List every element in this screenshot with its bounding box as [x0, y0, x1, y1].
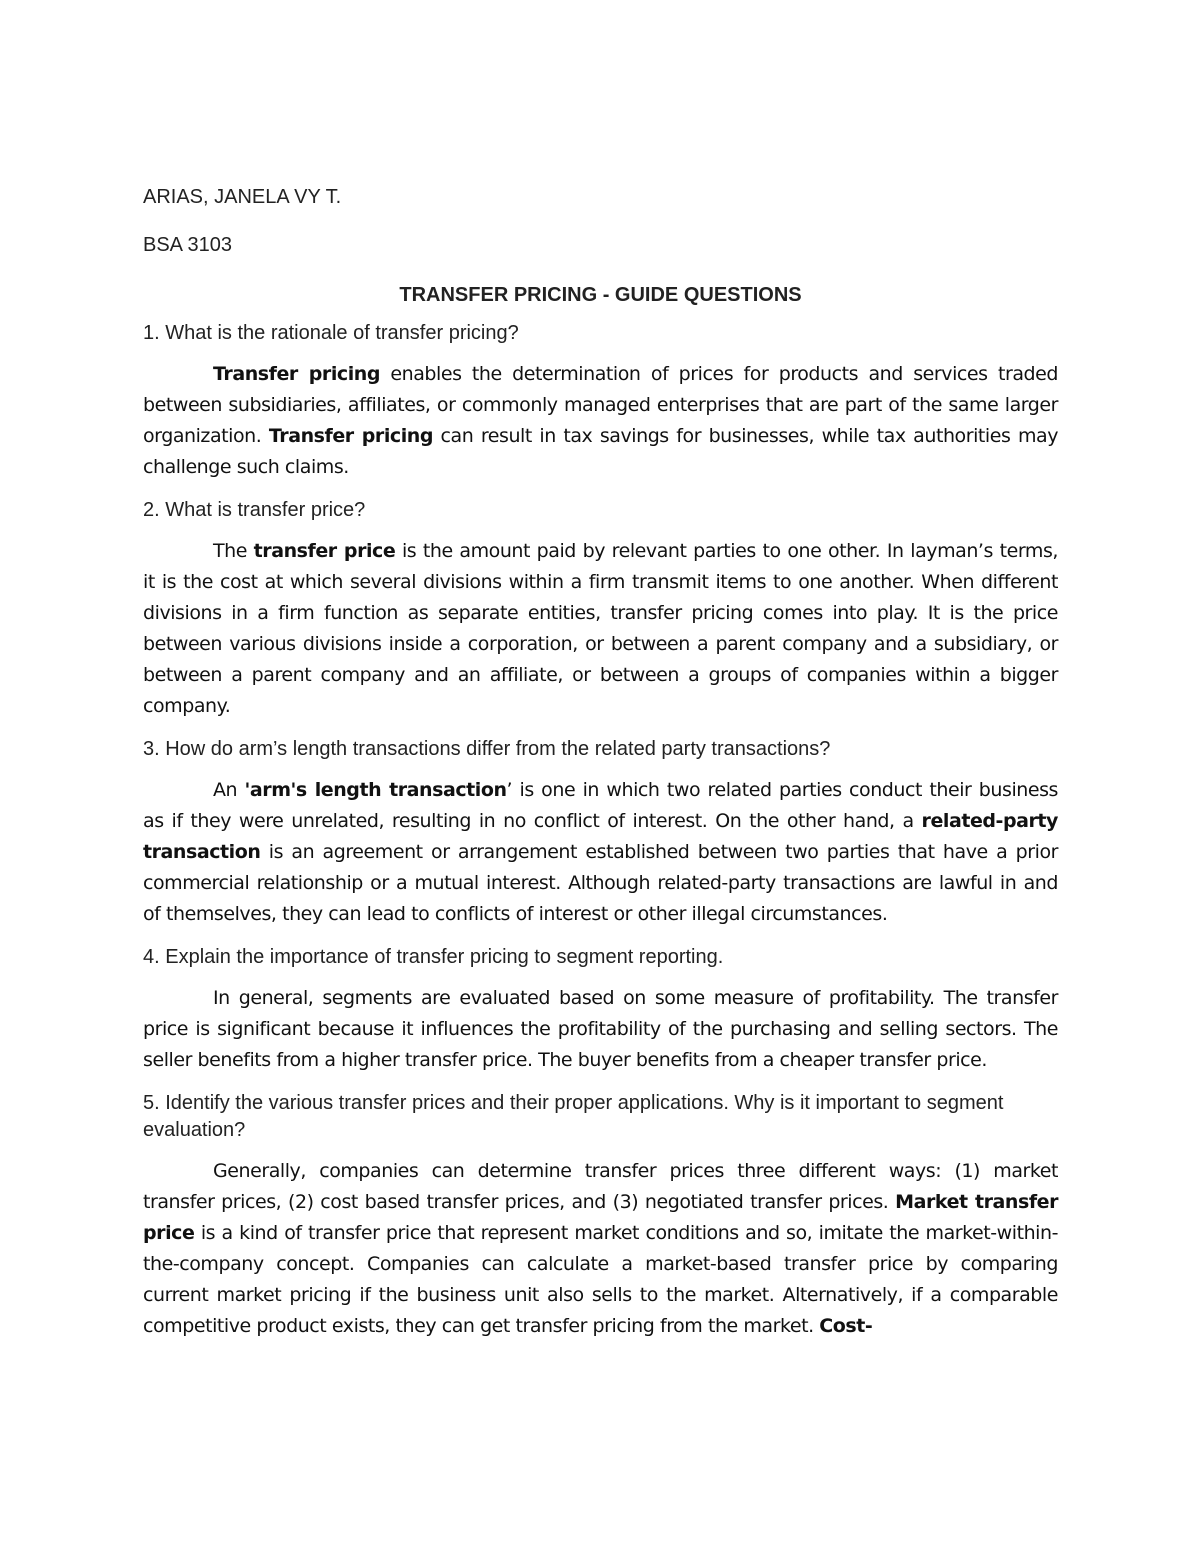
- answer-1: [143, 359, 1058, 483]
- question-2: 2. What is transfer price?: [143, 499, 366, 521]
- answer-5-term-2: Cost-: [819, 1315, 873, 1337]
- answer-3-term-2: related-party transaction: [143, 810, 1058, 863]
- answer-3-term-1: 'arm's length transaction: [244, 779, 507, 801]
- answer-4: In general, segments are evaluated based on some measure of profitability. The transfer price is significant because it influences the profitability of the purchasing and selling sectors. The seller benefits from a higher transfer price. The buyer benefits from a cheaper transfer price.: [143, 987, 1058, 1071]
- answer-3-text-0: An: [213, 779, 245, 801]
- answer-1-text-2: can result in tax savings for businesses, while tax authorities may challenge such claims.: [143, 425, 1058, 478]
- student-name: ARIAS, JANELA VY T.: [143, 186, 342, 208]
- answer-5: [143, 1156, 1058, 1342]
- answer-1-text-1: enables the determination of prices for products and services traded between subsidiaries, affiliates, or commonly managed enterprises that are part of the same larger organization.: [143, 363, 1058, 447]
- answer-3: [143, 775, 1058, 930]
- answer-5-term-1: Market transfer price: [143, 1191, 1058, 1244]
- question-4: 4. Explain the importance of transfer pricing to segment reporting.: [143, 946, 724, 968]
- question-5: 5. Identify the various transfer prices and their proper applications. Why is it important to segment evaluation?: [143, 1092, 1004, 1141]
- question-3: 3. How do arm’s length transactions differ from the related party transactions?: [143, 738, 831, 760]
- question-1: 1. What is the rationale of transfer pricing?: [143, 322, 519, 344]
- answer-3-text-2: is an agreement or arrangement established between two parties that have a prior commercial relationship or a mutual interest. Although related-party transactions are lawful in and of themselves, they can lead to conflicts of interest or other illegal circumstances.: [143, 841, 1058, 925]
- answer-1-term-2: Transfer pricing: [268, 425, 434, 447]
- document-title: TRANSFER PRICING - GUIDE QUESTIONS: [399, 284, 802, 306]
- answer-3-text-1: ’ is one in which two related parties conduct their business as if they were unrelated, resulting in no conflict of interest. On the other hand, a: [143, 779, 1058, 832]
- answer-2: [143, 536, 1058, 722]
- answer-2-text-1: is the amount paid by relevant parties to one other. In layman’s terms, it is the cost at which several divisions within a firm transmit items to one another. When different divisions in a firm function as separate entities, transfer pricing comes into play. It is the price between various divisions inside a corporation, or between a parent company and a subsidiary, or between a parent company and an affiliate, or between a groups of companies within a bigger company.: [143, 540, 1058, 717]
- answer-2-text-0: The: [213, 540, 254, 562]
- answer-5-text-1: is a kind of transfer price that represent market conditions and so, imitate the market-within-the-company concept. Companies can calculate a market-based transfer price by comparing current market pricing if the business unit also sells to the market. Alternatively, if a comparable competitive product exists, they can get transfer pricing from the market.: [143, 1222, 1058, 1337]
- document-page: [143, 184, 1058, 1356]
- answer-5-text-0: Generally, companies can determine transfer prices three different ways: (1) market transfer prices, (2) cost based transfer prices, and (3) negotiated transfer prices.: [143, 1160, 1058, 1213]
- course-code: BSA 3103: [143, 234, 232, 256]
- answer-2-term-1: transfer price: [253, 540, 396, 562]
- answer-1-term-1: Transfer pricing: [213, 363, 381, 385]
